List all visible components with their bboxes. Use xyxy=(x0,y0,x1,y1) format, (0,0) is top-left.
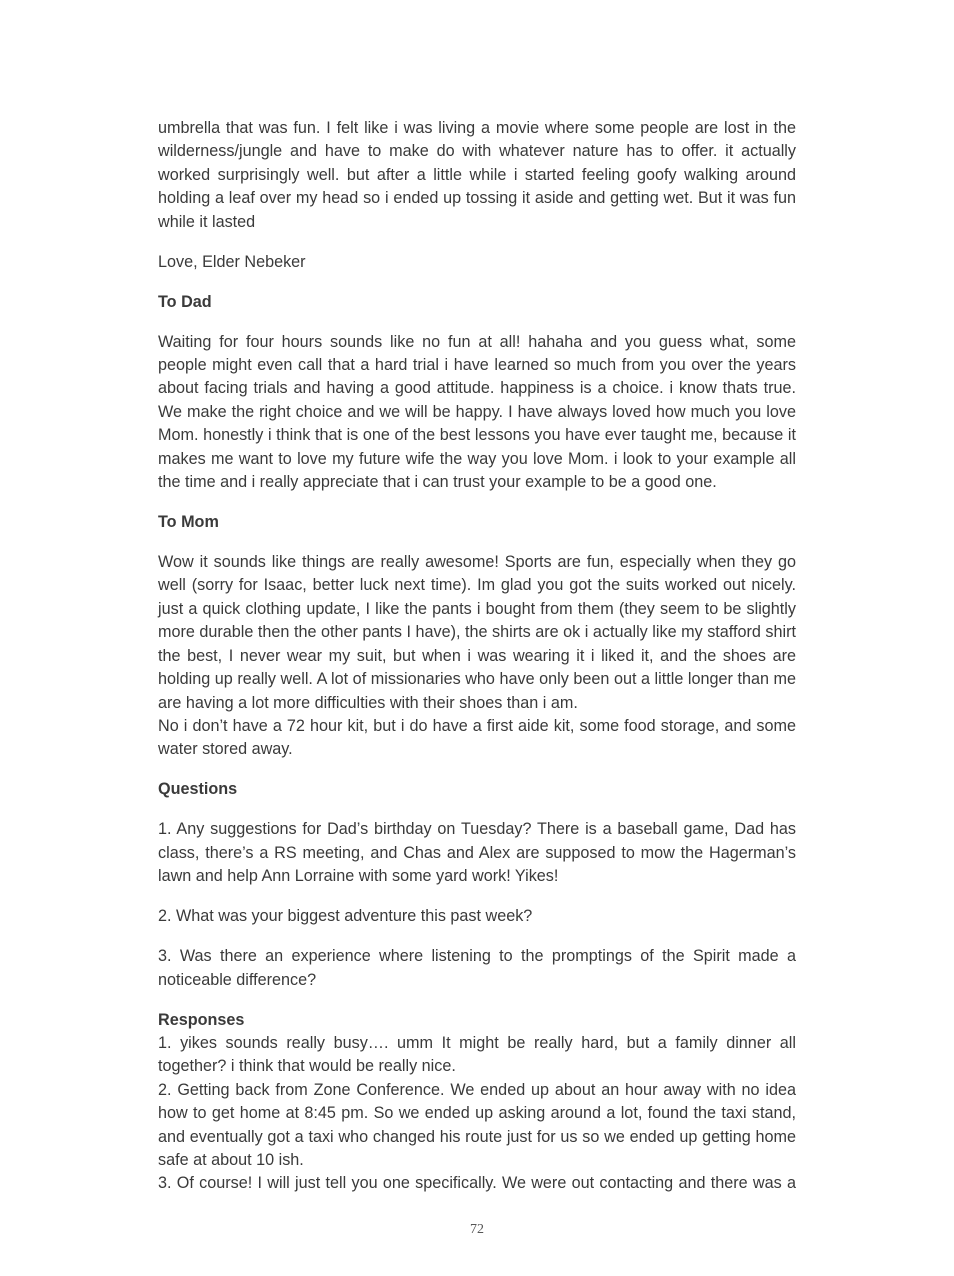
to-mom-section xyxy=(158,551,796,762)
questions-heading: Questions xyxy=(158,780,238,799)
to-dad-heading: To Dad xyxy=(158,292,212,311)
letter-signoff: Love, Elder Nebeker xyxy=(158,252,306,271)
page-number: 72 xyxy=(470,1222,484,1237)
to-mom-paragraph-2: No i don’t have a 72 hour kit, but i do have a first aide kit, some food storage, and some water stored away. xyxy=(158,716,796,759)
response-1: 1. yikes sounds really busy…. umm It might be really hard, but a family dinner all together? i think that would be really nice. xyxy=(158,1033,796,1076)
to-mom-paragraph-1: Wow it sounds like things are really awesome! Sports are fun, especially when they go well (sorry for Isaac, better luck next time). Im glad you got the suits worked out nicely. just a quick clothing update, I like the pants i bought from them (they seem to be slightly more durable then the other pants I have), the shirts are ok i actually like my stafford shirt the best, I never wear my suit, but when i was wearing it i liked it, and the shoes are holding up really well. A lot of missionaries who have only been out a little longer than me are having a lot more difficulties with their shoes than i am. xyxy=(158,553,796,712)
question-1: 1. Any suggestions for Dad’s birthday on Tuesday? There is a baseball game, Dad has class, there’s a RS meeting, and Chas and Alex are supposed to mow the Hagerman’s lawn and help Ann Lorraine with some yard work! Yikes! xyxy=(158,820,796,886)
letter-continuation-paragraph: umbrella that was fun. I felt like i was living a movie where some people are lost in the wilderness/jungle and have to make do with whatever nature has to offer. it actually worked surprisingly well. but after a little while i started feeling goofy walking around holding a leaf over my head so i ended up tossing it aside and getting wet. But it was fun while it lasted xyxy=(158,119,796,231)
to-dad-paragraph: Waiting for four hours sounds like no fun at all! hahaha and you guess what, some people might even call that a hard trial i have learned so much from you over the years about facing trials and having a good attitude. happiness is a choice. i know thats true. We make the right choice and we will be happy. I have always loved how much you love Mom. honestly i think that is one of the best lessons you have ever taught me, because it makes me want to love my future wife the way you love Mom. i look to your example all the time and i really appreciate that i can trust your example to be a good one. xyxy=(158,332,796,492)
document-page xyxy=(158,117,796,1212)
to-mom-heading: To Mom xyxy=(158,513,219,532)
response-3: 3. Of course! I will just tell you one specifically. We were out contacting and there was a xyxy=(158,1174,796,1193)
question-2: 2. What was your biggest adventure this past week? xyxy=(158,907,533,926)
question-3: 3. Was there an experience where listening to the promptings of the Spirit made a noticeable difference? xyxy=(158,947,796,989)
responses-section xyxy=(158,1032,796,1196)
response-2: 2. Getting back from Zone Conference. We ended up about an hour away with no idea how to get home at 8:45 pm. So we ended up asking around a lot, found the taxi stand, and eventually got a taxi who changed his route just for us so we ended up getting home safe at about 10 ish. xyxy=(158,1080,796,1169)
responses-heading: Responses xyxy=(158,1010,245,1029)
